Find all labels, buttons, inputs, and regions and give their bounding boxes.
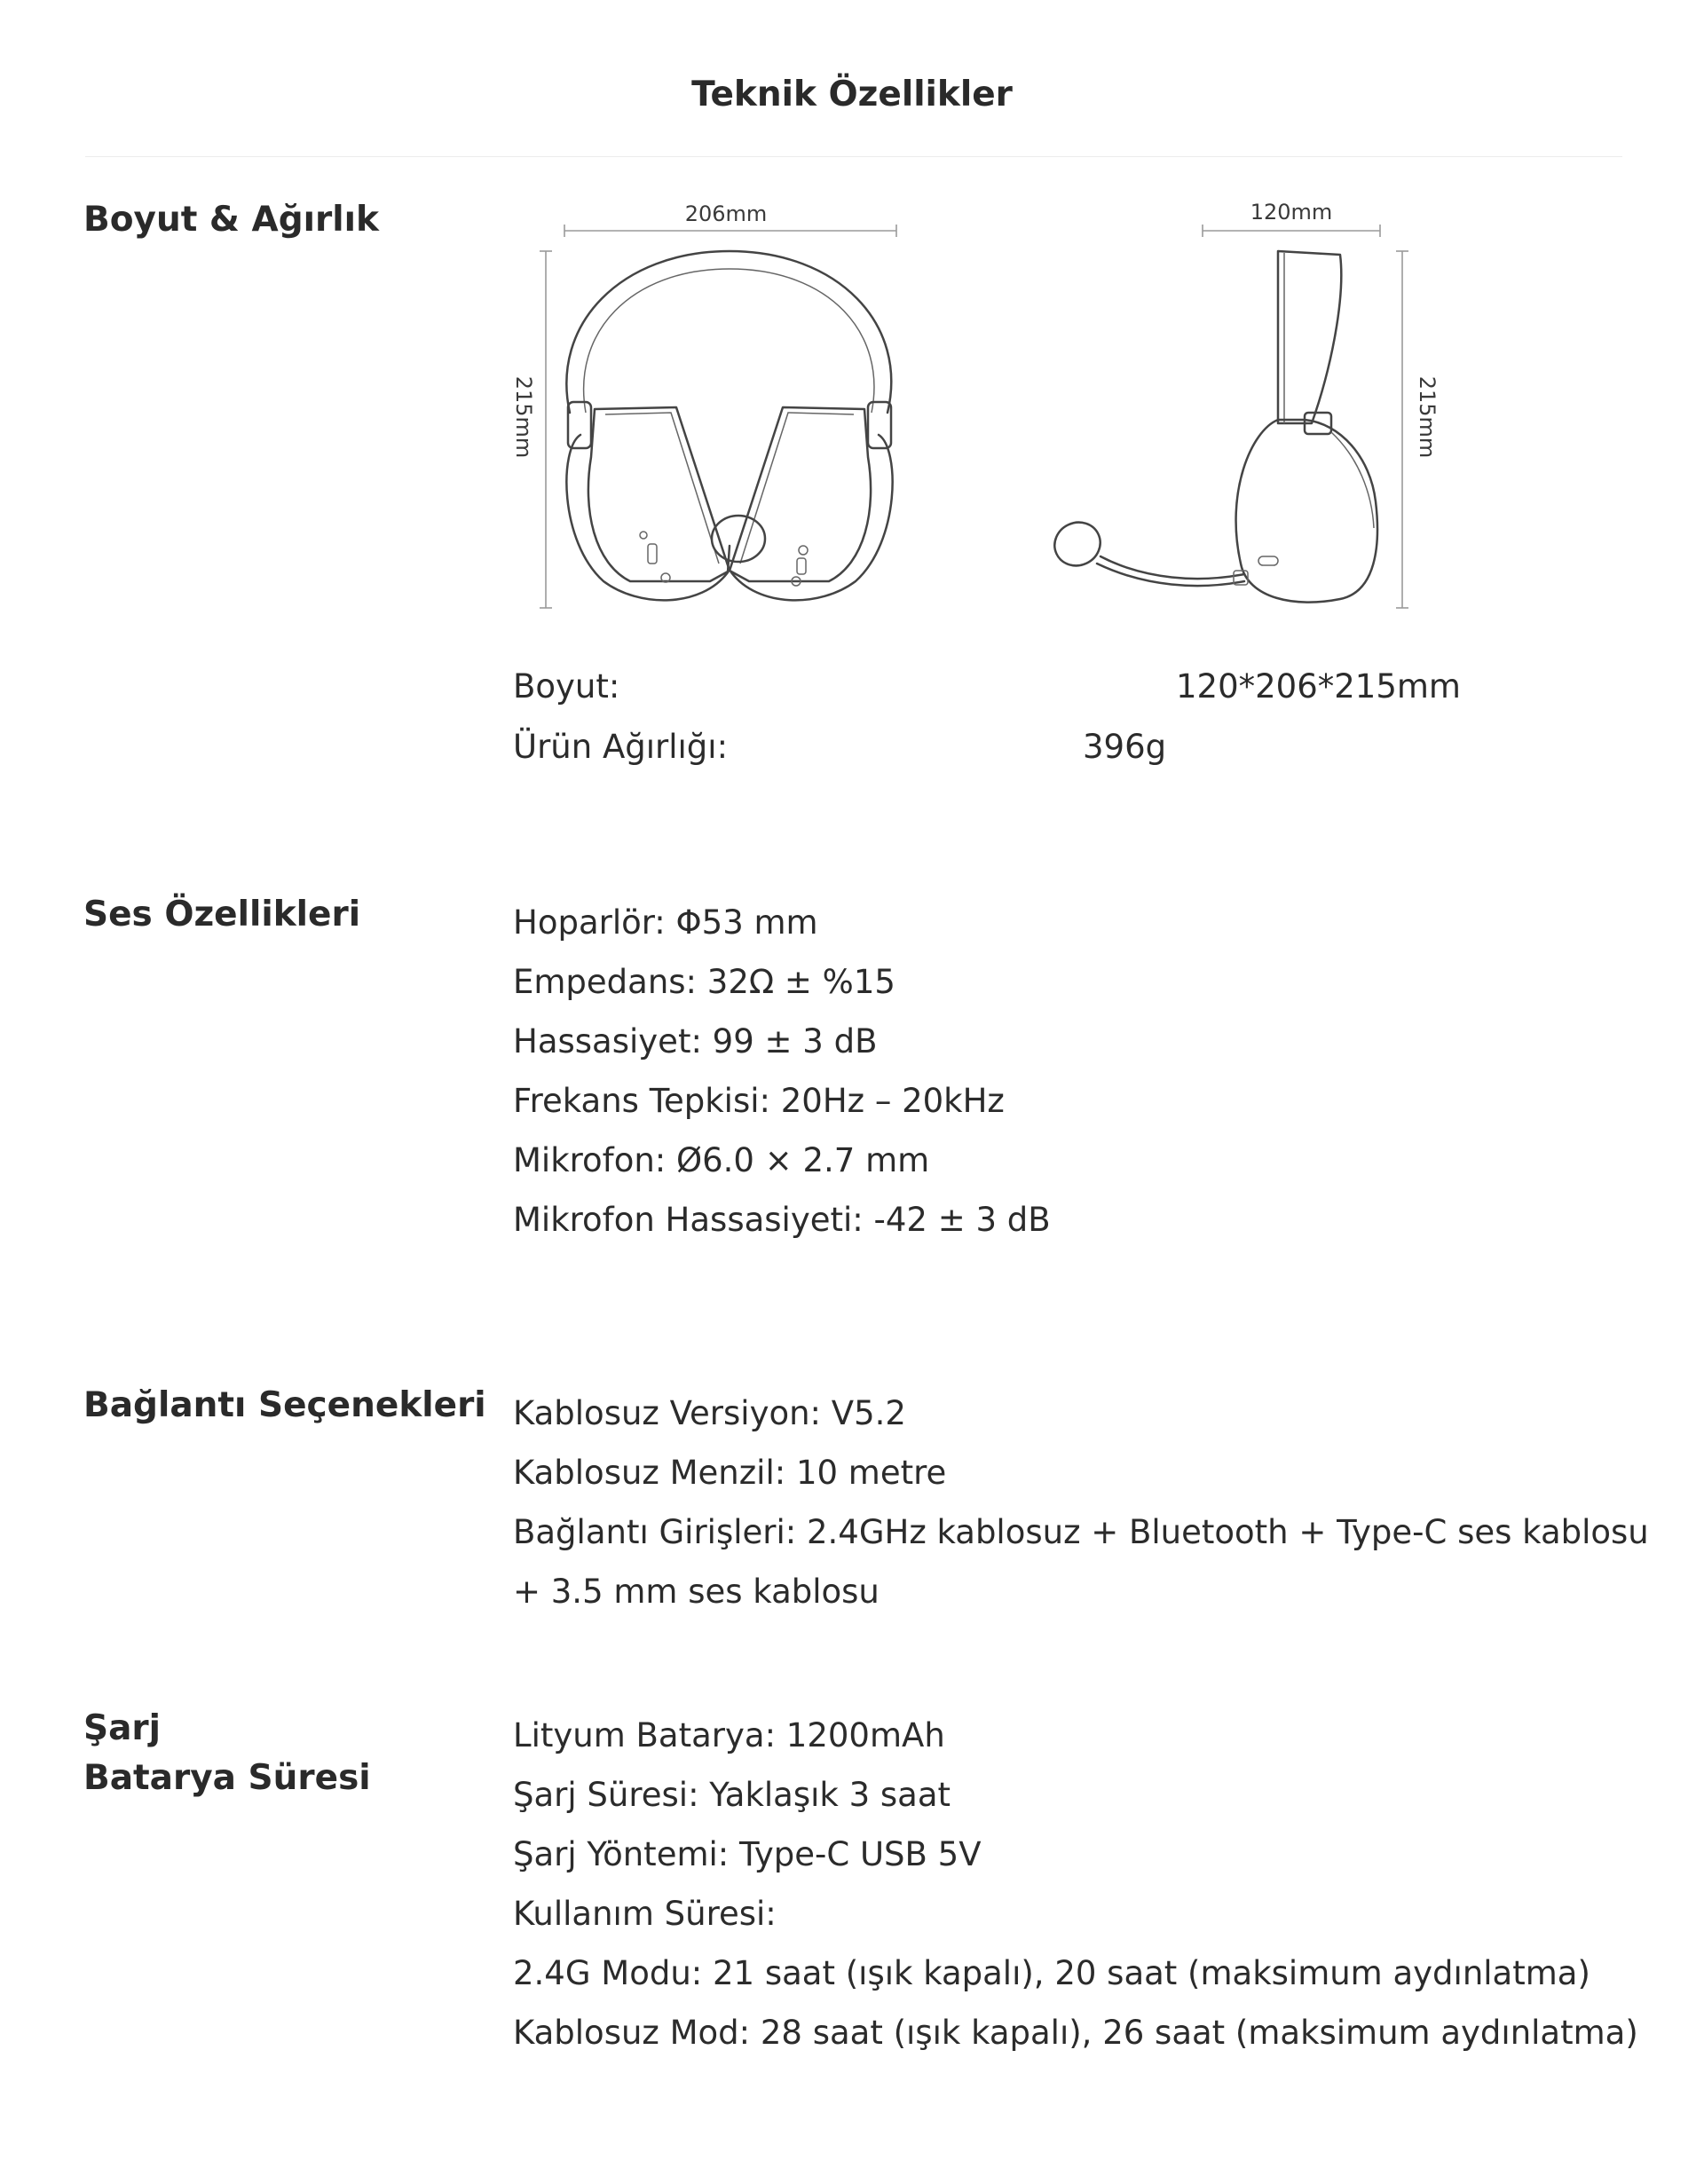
list-item: Hoparlör: Φ53 mm bbox=[513, 903, 818, 942]
list-item: Kablosuz Menzil: 10 metre bbox=[513, 1454, 947, 1492]
section-title-dimensions: Boyut & Ağırlık bbox=[83, 200, 379, 240]
size-value: 120*206*215mm bbox=[1176, 667, 1461, 706]
connectivity-spec-list bbox=[513, 1384, 1649, 1621]
weight-value: 396g bbox=[1083, 728, 1167, 766]
list-item: 2.4G Modu: 21 saat (ışık kapalı), 20 saat (maksimum aydınlatma) bbox=[513, 1954, 1590, 1992]
weight-label: Ürün Ağırlığı: bbox=[513, 728, 729, 766]
side-width-label: 120mm bbox=[1250, 200, 1333, 225]
list-item: + 3.5 mm ses kablosu bbox=[513, 1573, 880, 1611]
section-title-battery bbox=[83, 1704, 371, 1803]
headset-front-view-drawing bbox=[497, 191, 932, 617]
size-label: Boyut: bbox=[513, 667, 620, 706]
list-item: Empedans: 32Ω ± %15 bbox=[513, 963, 895, 1001]
section-title-audio: Ses Özellikleri bbox=[83, 895, 361, 934]
list-item: Mikrofon: Ø6.0 × 2.7 mm bbox=[513, 1141, 930, 1179]
list-item: Bağlantı Girişleri: 2.4GHz kablosuz + Bluetooth + Type-C ses kablosu bbox=[513, 1513, 1649, 1551]
list-item: Kullanım Süresi: bbox=[513, 1895, 777, 1933]
side-height-label: 215mm bbox=[1415, 375, 1440, 459]
page-title: Teknik Özellikler bbox=[691, 75, 1013, 114]
battery-spec-list bbox=[513, 1706, 1638, 2062]
front-height-label: 215mm bbox=[511, 375, 536, 459]
title-divider bbox=[85, 156, 1622, 157]
list-item: Şarj Yöntemi: Type-C USB 5V bbox=[513, 1835, 982, 1873]
list-item: Kablosuz Mod: 28 saat (ışık kapalı), 26 saat (maksimum aydınlatma) bbox=[513, 2014, 1638, 2052]
headset-side-view-drawing bbox=[1021, 191, 1464, 617]
list-item: Şarj Süresi: Yaklaşık 3 saat bbox=[513, 1776, 951, 1814]
list-item: Hassasiyet: 99 ± 3 dB bbox=[513, 1022, 878, 1060]
front-width-label: 206mm bbox=[684, 201, 768, 226]
list-item: Kablosuz Versiyon: V5.2 bbox=[513, 1394, 906, 1432]
section-title-battery-line2: Batarya Süresi bbox=[83, 1758, 371, 1798]
audio-spec-list bbox=[513, 893, 1051, 1250]
list-item: Frekans Tepkisi: 20Hz – 20kHz bbox=[513, 1082, 1005, 1120]
list-item: Lityum Batarya: 1200mAh bbox=[513, 1716, 945, 1754]
section-title-connectivity: Bağlantı Seçenekleri bbox=[83, 1385, 486, 1425]
list-item: Mikrofon Hassasiyeti: -42 ± 3 dB bbox=[513, 1201, 1051, 1239]
section-title-battery-line1: Şarj bbox=[83, 1708, 162, 1748]
